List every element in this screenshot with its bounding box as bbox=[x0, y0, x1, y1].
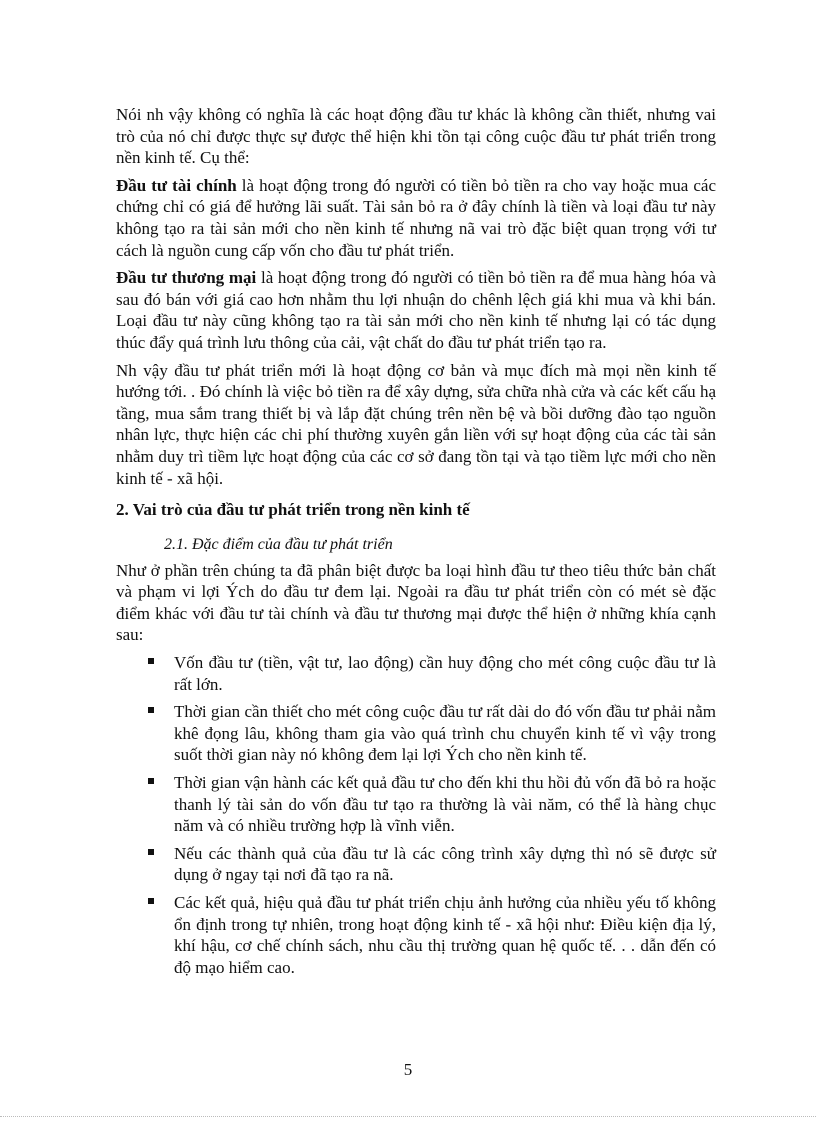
bullet-square-icon bbox=[148, 658, 154, 664]
paragraph-financial-investment bbox=[116, 175, 716, 261]
list-item: Vốn đầu tư (tiền, vật tư, lao động) cần huy động cho mét công cuộc đầu tư là rất lớn. bbox=[116, 652, 716, 695]
term-commercial-investment: Đầu tư thương mại bbox=[116, 268, 257, 288]
paragraph-commercial-investment bbox=[116, 267, 716, 353]
paragraph-intro-others: Nói nh vậy không có nghĩa là các hoạt động đầu tư khác là không cần thiết, nhưng vai trò của nó chỉ được thực sự được thể hiện khi tồn tại công cuộc đầu tư phát triển trong nền kinh tế. Cụ thể: bbox=[116, 105, 716, 168]
bullet-square-icon bbox=[148, 898, 154, 904]
list-item: Nếu các thành quả của đầu tư là các công trình xây dựng thì nó sẽ được sử dụng ở ngay tại nơi đã tạo ra nã. bbox=[116, 843, 716, 886]
financial-investment-text: là hoạt động trong đó người có tiền bỏ tiền ra cho vay hoặc mua các chứng chỉ có giá để hưởng lãi suất. Tài sản bỏ ra ở đây chính là tiền và loại đầu tư này không tạo ra tài sản mới cho nền kinh tế nhưng nã vai trò đặc biệt quan trọng với tư cách là nguồn cung cấp vốn cho đầu tư phát triển. bbox=[116, 175, 716, 260]
paragraph-characteristics-intro: Như ở phần trên chúng ta đã phân biệt được ba loại hình đầu tư theo tiêu thức bản chất và phạm vi lợi Ých do đầu tư đem lại. Ngoài ra đầu tư phát triển còn có mét sè đặc điểm khác với đầu tư tài chính và đầu tư thương mại được thể hiện ở những khía cạnh sau: bbox=[116, 560, 716, 645]
commercial-investment-text: là hoạt động trong đó người có tiền bỏ tiền ra để mua hàng hóa và sau đó bán với giá cao hơn nhằm thu lợi nhuận do chênh lệch giá khi mua và khi bán. Loại đầu tư này cũng không tạo ra tài sản mới cho nền kinh tế nhưng lại có tác dụng thúc đẩy quá trình lưu thông của cải, vật chất do đầu tư phát triển tạo ra. bbox=[116, 268, 716, 352]
bullet-square-icon bbox=[148, 849, 154, 855]
page-bottom-divider bbox=[0, 1116, 816, 1117]
section-heading: 2. Vai trò của đầu tư phát triển trong nền kinh tế bbox=[116, 500, 470, 520]
page-content bbox=[116, 104, 716, 984]
list-item: Thời gian vận hành các kết quả đầu tư cho đến khi thu hồi đủ vốn đã bỏ ra hoặc thanh lý tài sản do vốn đầu tư tạo ra thường là vài năm, có thể là hàng chục năm và có nhiều trường hợp là vĩnh viễn. bbox=[116, 772, 716, 837]
page-number: 5 bbox=[403, 1060, 413, 1079]
list-item: Thời gian cần thiết cho mét công cuộc đầu tư rất dài do đó vốn đầu tư phải nằm khê đọng lâu, không tham gia vào quá trình chu chuyển kinh tế vì vậy trong suốt thời gian này nó không đem lại lợi Ých cho nền kinh tế. bbox=[116, 701, 716, 766]
term-financial-investment: Đầu tư tài chính bbox=[116, 175, 237, 195]
bullet-square-icon bbox=[148, 707, 154, 713]
subsection-heading: 2.1. Đặc điểm của đầu tư phát triển bbox=[164, 536, 393, 554]
list-item: Các kết quả, hiệu quả đầu tư phát triển chịu ảnh hưởng của nhiều yếu tố không ổn định trong tự nhiên, trong hoạt động kinh tế - xã hội như: Điều kiện địa lý, khí hậu, cơ chế chính sách, nhu cầu thị trường quan hệ quốc tế. . . dẫn đến có độ mạo hiểm cao. bbox=[116, 892, 716, 978]
paragraph-development-investment: Nh vậy đầu tư phát triển mới là hoạt động cơ bản và mục đích mà mọi nền kinh tế hướng tới. . Đó chính là việc bỏ tiền ra để xây dựng, sửa chữa nhà cửa và các kết cấu hạ tầng, mua sắm trang thiết bị và lắp đặt chúng trên nền bệ và bồi dưỡng đào tạo nguồn nhân lực, thực hiện các chi phí thường xuyên gắn liền với sự hoạt động của các tài sản nhằm duy trì tiềm lực hoạt động của các cơ sở đang tồn tại và tạo tiềm lực mới cho nền kinh tế - xã hội. bbox=[116, 360, 716, 488]
characteristics-list bbox=[116, 652, 716, 978]
bullet-square-icon bbox=[148, 778, 154, 784]
